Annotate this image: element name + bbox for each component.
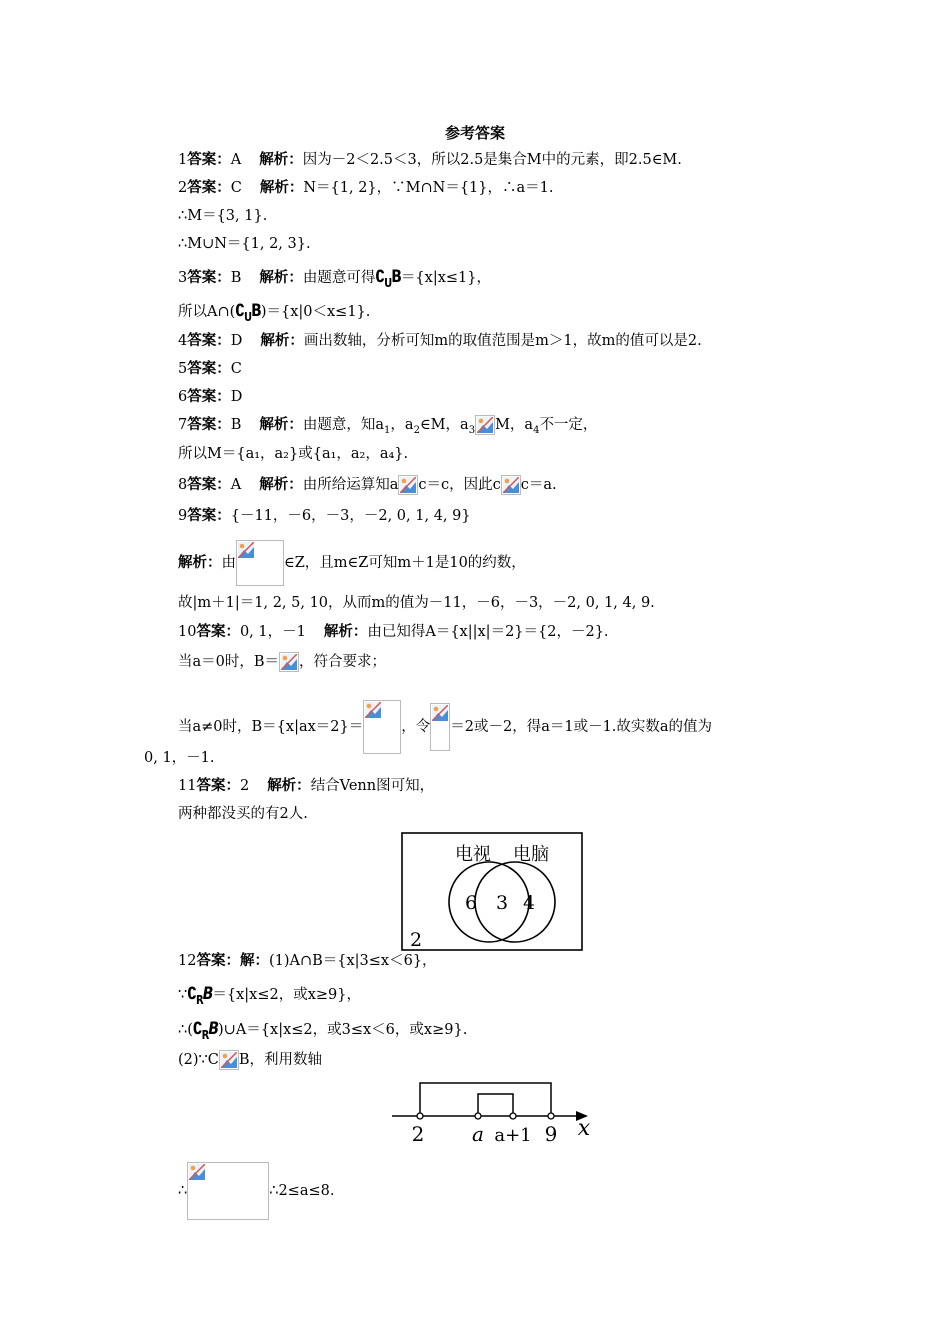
q2-line-2: ∴M＝{3, 1}. xyxy=(178,208,268,224)
q11-line-2: 两种都没买的有2人. xyxy=(178,806,308,822)
number-line-diagram xyxy=(390,1078,596,1150)
q8-line: 8答案：A 解析：由所给运算知a c＝c，因此c c＝a. xyxy=(178,477,557,493)
broken-image-icon xyxy=(501,475,521,495)
venn-circle-tv xyxy=(449,862,529,942)
q7-line-2: 所以M＝{a₁，a₂}或{a₁，a₂，a₄}. xyxy=(178,446,409,462)
q1-line: 1答案：A 解析：因为－2＜2.5＜3，所以2.5是集合M中的元素，即2.5∈M. xyxy=(178,152,682,168)
venn-value-only-pc: 4 xyxy=(522,892,536,914)
q2-line-3: ∴M∪N＝{1, 2, 3}. xyxy=(178,236,311,252)
q10-line-2: 当a＝0时，B＝ ，符合要求； xyxy=(178,654,387,670)
broken-image-icon xyxy=(398,475,418,495)
broken-image-icon xyxy=(187,1162,269,1220)
q7-line: 7答案：B 解析：由题意，知$a_1$，$a_2\in M$，$a_3$ M，$a_4$不一定， xyxy=(178,417,598,436)
page-title: 参考答案 xyxy=(444,124,505,142)
q12-line-5: ∴ ∴2≤a≤8. xyxy=(178,1162,334,1220)
q12-line-2: $\because∁_RB=\{x|x\le 2$，或x≥9}， xyxy=(178,985,361,1011)
tick-label-2: 2 xyxy=(411,1122,425,1146)
complement-symbol: $∁_UB$ xyxy=(375,267,401,291)
q9-line-3: 故|m＋1|＝1, 2, 5, 10，从而m的值为－11，－6，－3，－2, 0, 1, 4, 9. xyxy=(178,595,655,611)
q12-line-3: $\therefore(∁_RB)\cup A=\{x|x\le 2$，或3≤x＜6，或x≥9}. xyxy=(178,1020,467,1046)
venn-circle-pc xyxy=(475,862,555,942)
q12-line: 12答案：解：(1)A∩B＝{x|3≤x＜6}， xyxy=(178,953,437,969)
venn-diagram xyxy=(401,832,583,952)
endpoint-9 xyxy=(548,1113,554,1119)
venn-value-only-tv: 6 xyxy=(464,892,478,914)
broken-image-icon xyxy=(363,700,401,754)
complement-symbol: $∁_RB$ xyxy=(192,1019,219,1043)
venn-universe xyxy=(402,833,582,950)
q5-line: 5答案：C xyxy=(178,361,242,377)
interval-bracket-outer xyxy=(420,1083,551,1114)
broken-image-icon xyxy=(219,1050,239,1070)
axis-label-x: x xyxy=(577,1116,591,1141)
q4-line: 4答案：D 解析：画出数轴，分析可知m的取值范围是m＞1，故m的值可以是2. xyxy=(178,333,702,349)
tick-label-a: a xyxy=(472,1122,484,1146)
broken-image-icon xyxy=(475,415,495,435)
venn-value-both: 3 xyxy=(495,892,509,914)
q3-line: 3答案：B 解析：由题意可得$∁_UB=\{x|x\le 1\}$， xyxy=(178,268,491,294)
q9-line: 9答案：{－11，－6，－3，－2, 0, 1, 4, 9} xyxy=(178,508,471,524)
venn-label-tv: 电视 xyxy=(455,844,491,865)
venn-value-outside: 2 xyxy=(409,929,423,951)
complement-symbol: $∁_RB$ xyxy=(187,984,213,1008)
broken-image-icon xyxy=(236,540,284,586)
venn-label-pc: 电脑 xyxy=(513,844,549,865)
q6-line: 6答案：D xyxy=(178,389,243,405)
q10-line-4: 0, 1，－1. xyxy=(144,750,215,766)
q3-line-2: 所以$A\cap(∁_UB)=\{x|0<x\le 1\}$. xyxy=(178,302,370,328)
endpoint-a-plus-1 xyxy=(510,1113,516,1119)
q11-line: 11答案：2 解析：结合Venn图可知， xyxy=(178,778,435,794)
complement-symbol: $∁_UB$ xyxy=(235,301,261,325)
q12-line-4: (2)∵C B，利用数轴 xyxy=(178,1052,323,1068)
endpoint-2 xyxy=(417,1113,423,1119)
q10-line: 10答案：0, 1，－1 解析：由已知得A＝{x||x|＝2}＝{2，－2}. xyxy=(178,624,609,640)
q2-line: 2答案：C 解析：N＝{1, 2}，∵M∩N＝{1}，∴a＝1. xyxy=(178,180,554,196)
endpoint-a xyxy=(475,1113,481,1119)
tick-label-9: 9 xyxy=(544,1122,558,1146)
broken-image-icon xyxy=(430,703,450,751)
interval-bracket-inner xyxy=(478,1094,513,1114)
q9-line-2: 解析：由 ∈Z，且m∈Z可知m＋1是10的约数， xyxy=(178,540,526,586)
q10-line-3: 当a≠0时，B＝{x|ax＝2}＝ ，令 ＝2或－2，得a＝1或－1.故实数a的值为 xyxy=(178,700,712,754)
tick-label-a-plus-1: a+1 xyxy=(494,1125,532,1146)
broken-image-icon xyxy=(279,652,299,672)
